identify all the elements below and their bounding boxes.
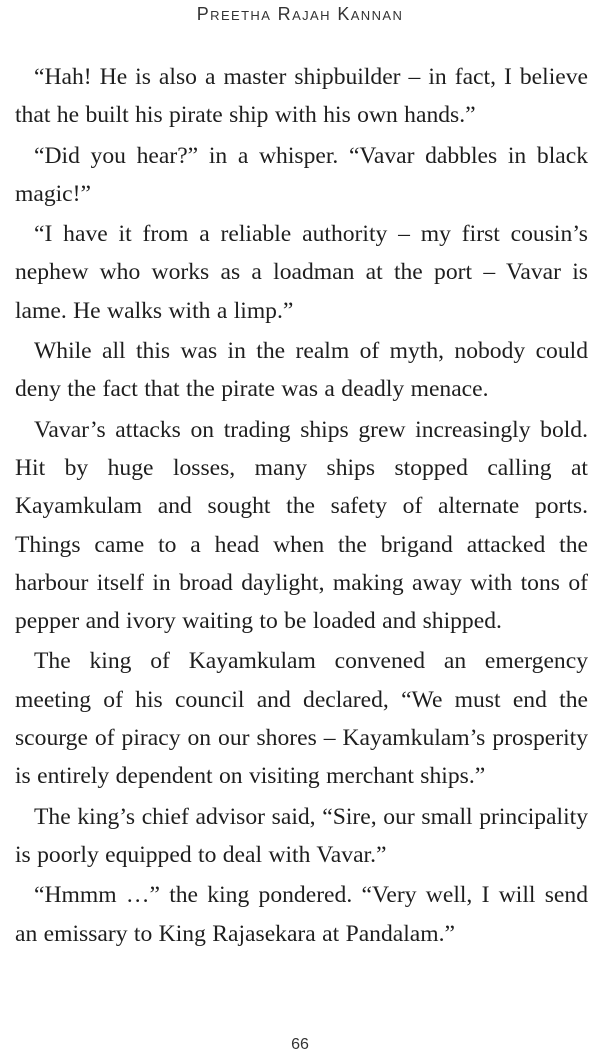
paragraph: “I have it from a reliable authority – my first cousin’s nephew who works as a loadman at the port – Vavar is lame. He walks with a limp.” (15, 221, 588, 324)
paragraph: “Hah! He is also a master shipbuilder – in fact, I believe that he built his pirate ship with his own hands.” (15, 64, 588, 129)
paragraph: The king of Kayamkulam convened an emergency meeting of his council and declared, “We must end the scourge of piracy on our shores – Kayamkulam’s prosperity is entirely dependent on visiting merchant ships.” (15, 648, 588, 790)
running-head: Preetha Rajah Kannan (196, 4, 404, 24)
paragraph: “Did you hear?” in a whisper. “Vavar dabbles in black magic!” (15, 142, 588, 207)
paragraph: “Hmmm …” the king pondered. “Very well, I will send an emissary to King Rajasekara at Pandalam.” (15, 882, 588, 947)
page-number: 66 (291, 1036, 309, 1053)
paragraph: The king’s chief advisor said, “Sire, our small principality is poorly equipped to deal with Vavar.” (15, 803, 588, 868)
body-text (15, 58, 588, 953)
paragraph: Vavar’s attacks on trading ships grew increasingly bold. Hit by huge losses, many ships stopped calling at Kayamkulam and sought the safety of alternate ports. Things came to a head when the brigand attacked the harbour itself in broad daylight, making away with tons of pepper and ivory waiting to be loaded and shipped. (15, 416, 588, 635)
paragraph: While all this was in the realm of myth, nobody could deny the fact that the pirate was a deadly menace. (15, 338, 588, 403)
